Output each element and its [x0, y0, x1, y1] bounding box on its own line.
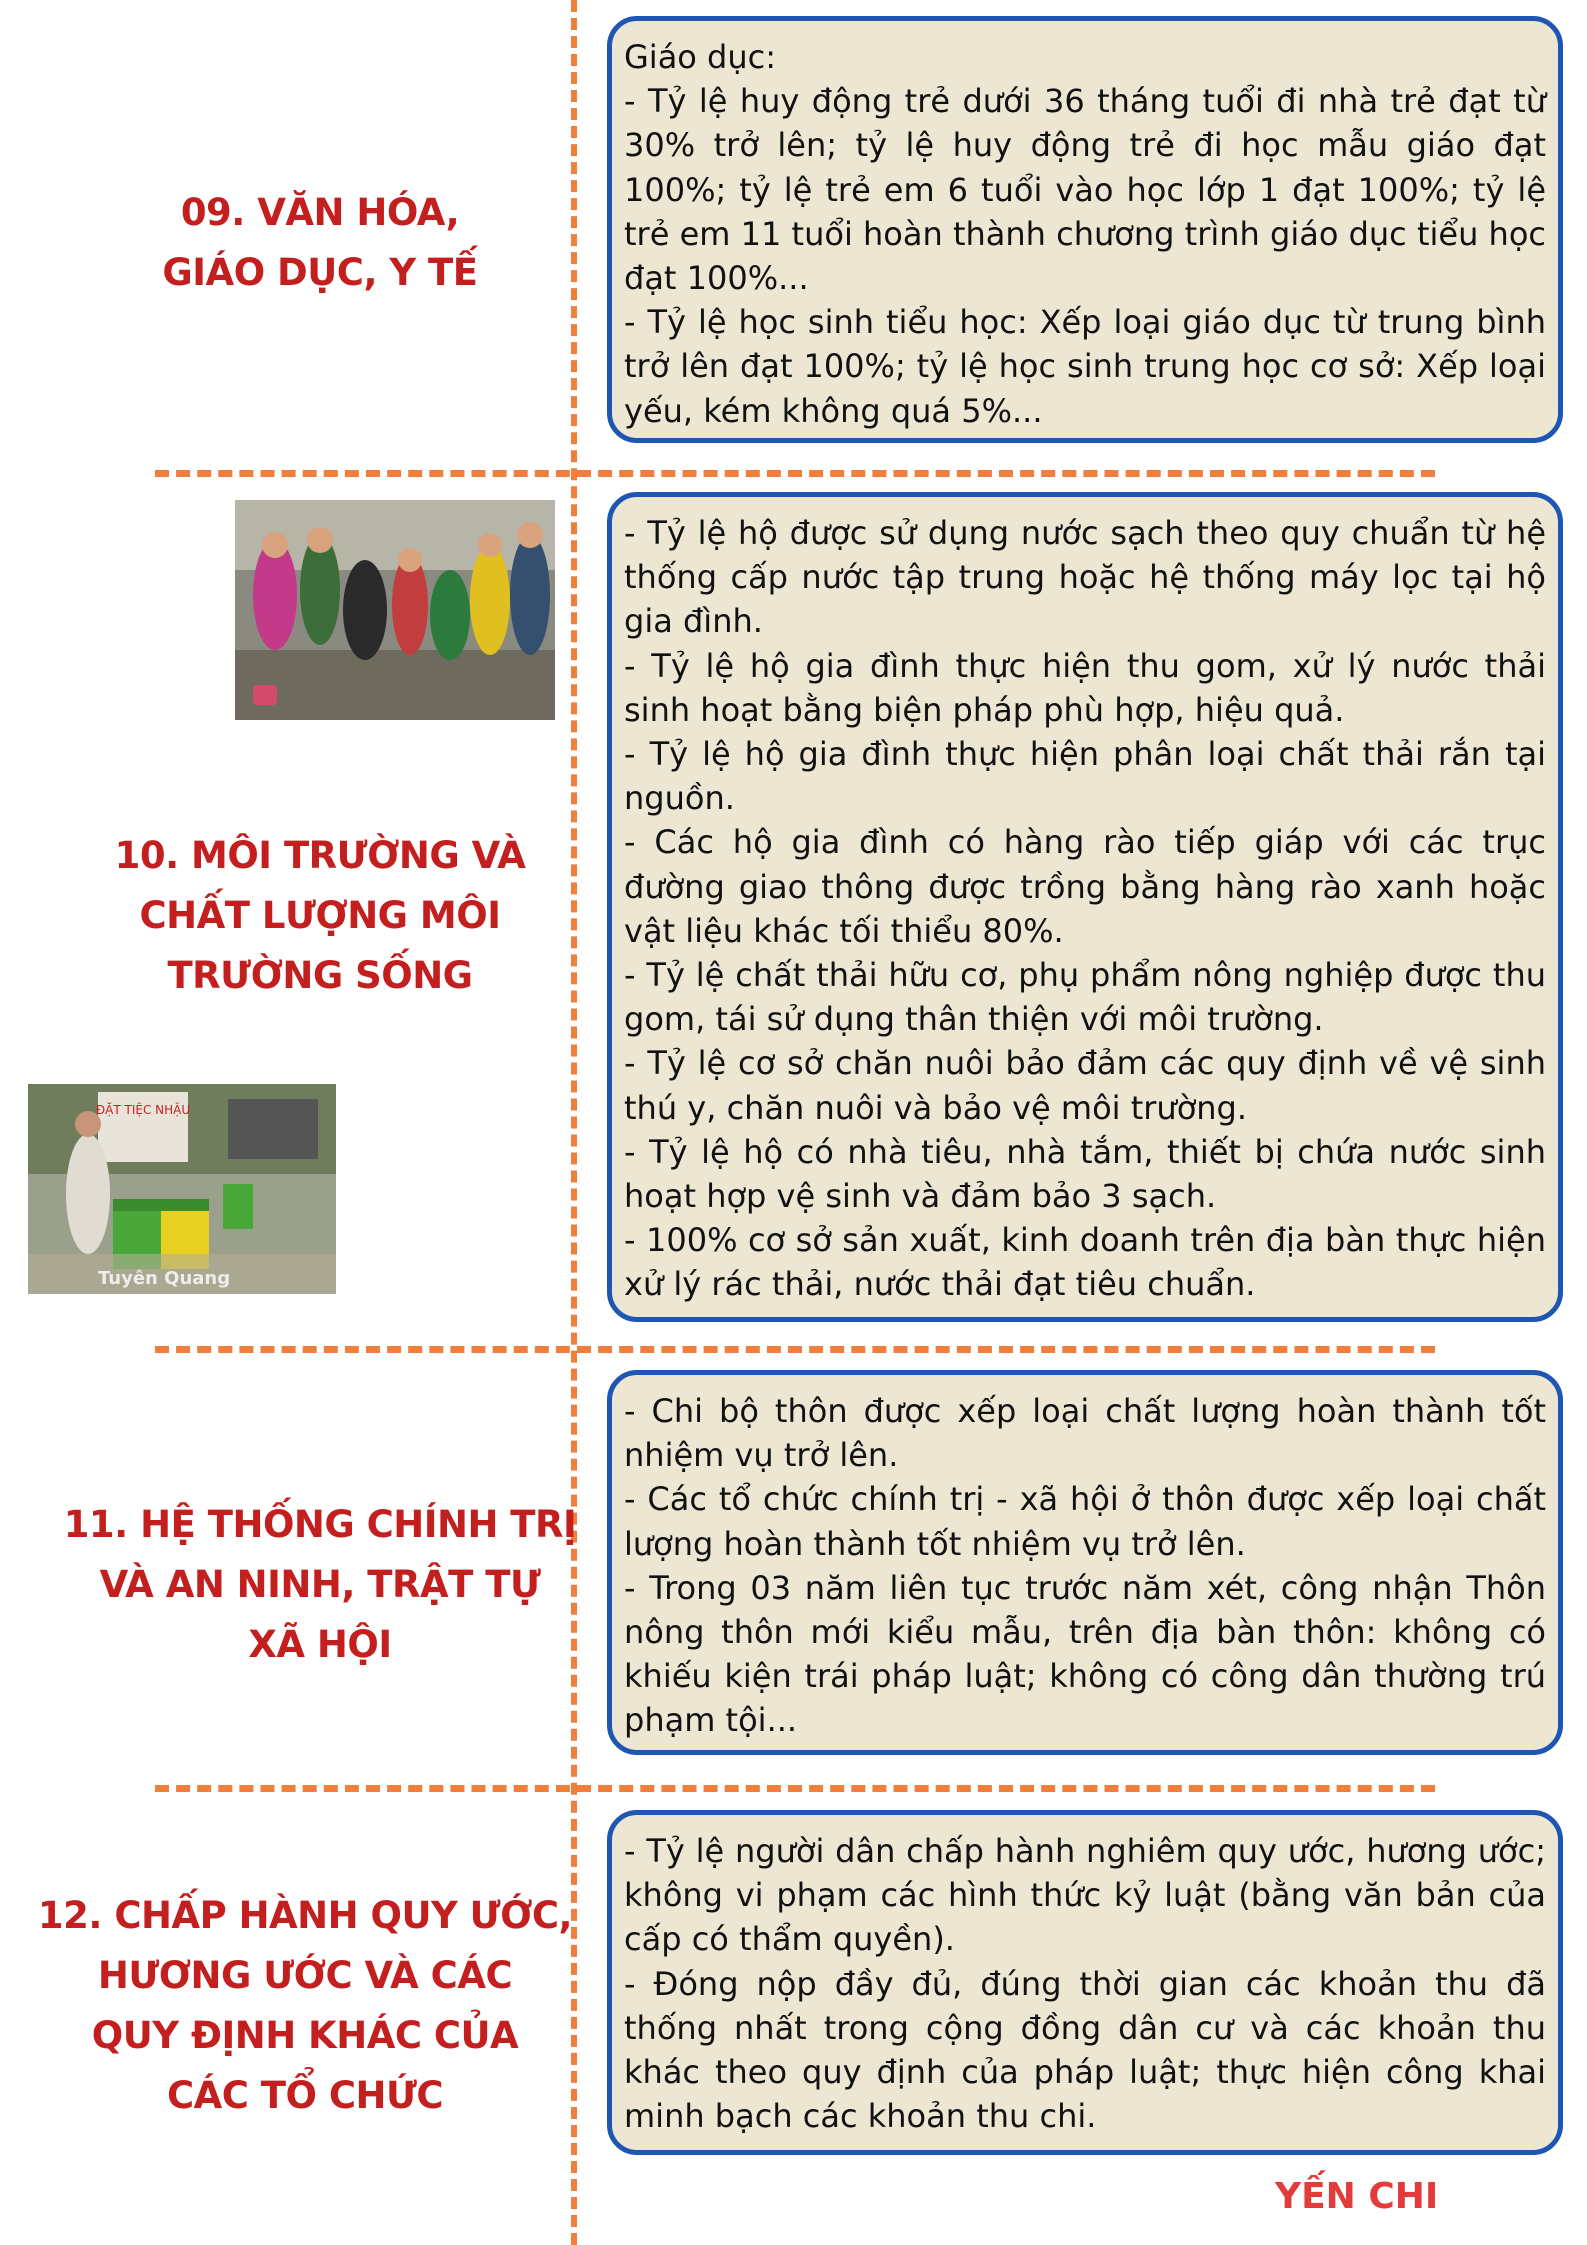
- criteria-paragraph: - Đóng nộp đầy đủ, đúng thời gian các khoản thu đã thống nhất trong cộng đồng dân cư và các khoản thu khác theo quy định của pháp luật; thực hiện công khai minh bạch các khoản thu chi.: [624, 1964, 1546, 2136]
- criteria-box-11: [607, 1370, 1563, 1755]
- criteria-paragraph: - Tỷ lệ huy động trẻ dưới 36 tháng tuổi đi nhà trẻ đạt từ 30% trở lên; tỷ lệ huy động trẻ đi học mẫu giáo đạt 100%; tỷ lệ trẻ em 6 tuổi vào học lớp 1 đạt 100%; tỷ lệ trẻ em 11 tuổi hoàn thành chương trình giáo dục tiểu học đạt 100%...: [624, 82, 1546, 298]
- criteria-paragraph: - Trong 03 năm liên tục trước năm xét, công nhận Thôn nông thôn mới kiểu mẫu, trên địa bàn thôn: không có khiếu kiện trái pháp luật; không có công dân thường trú phạm tội...: [624, 1568, 1546, 1740]
- section-title-10: [80, 826, 560, 1006]
- criteria-paragraph: - Tỷ lệ người dân chấp hành nghiêm quy ước, hương ước; không vi phạm các hình thức kỷ luật (bằng văn bản của cấp có thẩm quyền).: [624, 1832, 1546, 1959]
- photo-trash-bins: [28, 1084, 336, 1294]
- section-divider-3: [155, 1785, 1435, 1792]
- criteria-box-10: [607, 492, 1563, 1322]
- criteria-paragraph: - Tỷ lệ hộ gia đình thực hiện phân loại chất thải rắn tại nguồn.: [624, 735, 1546, 818]
- criteria-paragraph: - Tỷ lệ cơ sở chăn nuôi bảo đảm các quy định về vệ sinh thú y, chăn nuôi và bảo vệ môi trường.: [624, 1044, 1546, 1127]
- criteria-paragraph: - Tỷ lệ học sinh tiểu học: Xếp loại giáo dục từ trung bình trở lên đạt 100%; tỷ lệ học sinh trung học cơ sở: Xếp loại yếu, kém không quá 5%...: [624, 303, 1546, 430]
- title-line: 11. HỆ THỐNG CHÍNH TRỊ: [63, 1503, 577, 1546]
- title-line: CÁC TỔ CHỨC: [166, 2074, 444, 2117]
- criteria-paragraph: - Tỷ lệ hộ gia đình thực hiện thu gom, xử lý nước thải sinh hoạt bằng biện pháp phù hợp, hiệu quả.: [624, 646, 1546, 729]
- section-title-09: [80, 183, 560, 303]
- section-divider-2: [155, 1346, 1435, 1353]
- criteria-paragraph: - Các tổ chức chính trị - xã hội ở thôn được xếp loại chất lượng hoàn thành tốt nhiệm vụ trở lên.: [624, 1480, 1546, 1563]
- photo-children-water: [235, 500, 555, 720]
- title-line: QUY ĐỊNH KHÁC CỦA: [91, 2014, 519, 2057]
- title-line: TRƯỜNG SỐNG: [167, 954, 473, 997]
- title-line: 10. MÔI TRƯỜNG VÀ: [114, 834, 526, 877]
- title-line: VÀ AN NINH, TRẬT TỰ: [99, 1563, 541, 1606]
- author-signature: YẾN CHI: [1275, 2176, 1439, 2217]
- criteria-paragraph: - Các hộ gia đình có hàng rào tiếp giáp với các trục đường giao thông được trồng bằng hàng rào xanh hoặc vật liệu khác tối thiểu 80%.: [624, 823, 1546, 950]
- title-line: XÃ HỘI: [248, 1623, 392, 1666]
- criteria-paragraph: - Tỷ lệ hộ được sử dụng nước sạch theo quy chuẩn từ hệ thống cấp nước tập trung hoặc hệ thống máy lọc tại hộ gia đình.: [624, 514, 1546, 641]
- criteria-paragraph: - Tỷ lệ hộ có nhà tiêu, nhà tắm, thiết bị chứa nước sinh hoạt hợp vệ sinh và đảm bảo 3 sạch.: [624, 1132, 1546, 1216]
- photo-sign-text: ĐẶT TIỆC NHẬU: [95, 1103, 191, 1117]
- title-line: CHẤT LƯỢNG MÔI: [139, 894, 501, 937]
- title-line: 09. VĂN HÓA,: [180, 191, 460, 234]
- photo-watermark: Tuyên Quang: [98, 1268, 231, 1289]
- section-title-12: [20, 1886, 590, 2126]
- criteria-box-12: [607, 1810, 1563, 2155]
- criteria-paragraph: - Tỷ lệ chất thải hữu cơ, phụ phẩm nông nghiệp được thu gom, tái sử dụng thân thiện với môi trường.: [624, 956, 1546, 1039]
- section-title-11: [40, 1495, 600, 1675]
- criteria-paragraph: - 100% cơ sở sản xuất, kinh doanh trên địa bàn thực hiện xử lý rác thải, nước thải đạt tiêu chuẩn.: [624, 1221, 1546, 1304]
- title-line: 12. CHẤP HÀNH QUY ƯỚC,: [37, 1894, 573, 1937]
- criteria-box-09: [607, 16, 1563, 443]
- title-line: GIÁO DỤC, Y TẾ: [162, 251, 478, 294]
- criteria-paragraph: Giáo dục:: [624, 38, 777, 76]
- title-line: HƯƠNG ƯỚC VÀ CÁC: [97, 1954, 513, 1997]
- section-divider-1: [155, 470, 1435, 477]
- criteria-paragraph: - Chi bộ thôn được xếp loại chất lượng hoàn thành tốt nhiệm vụ trở lên.: [624, 1392, 1546, 1475]
